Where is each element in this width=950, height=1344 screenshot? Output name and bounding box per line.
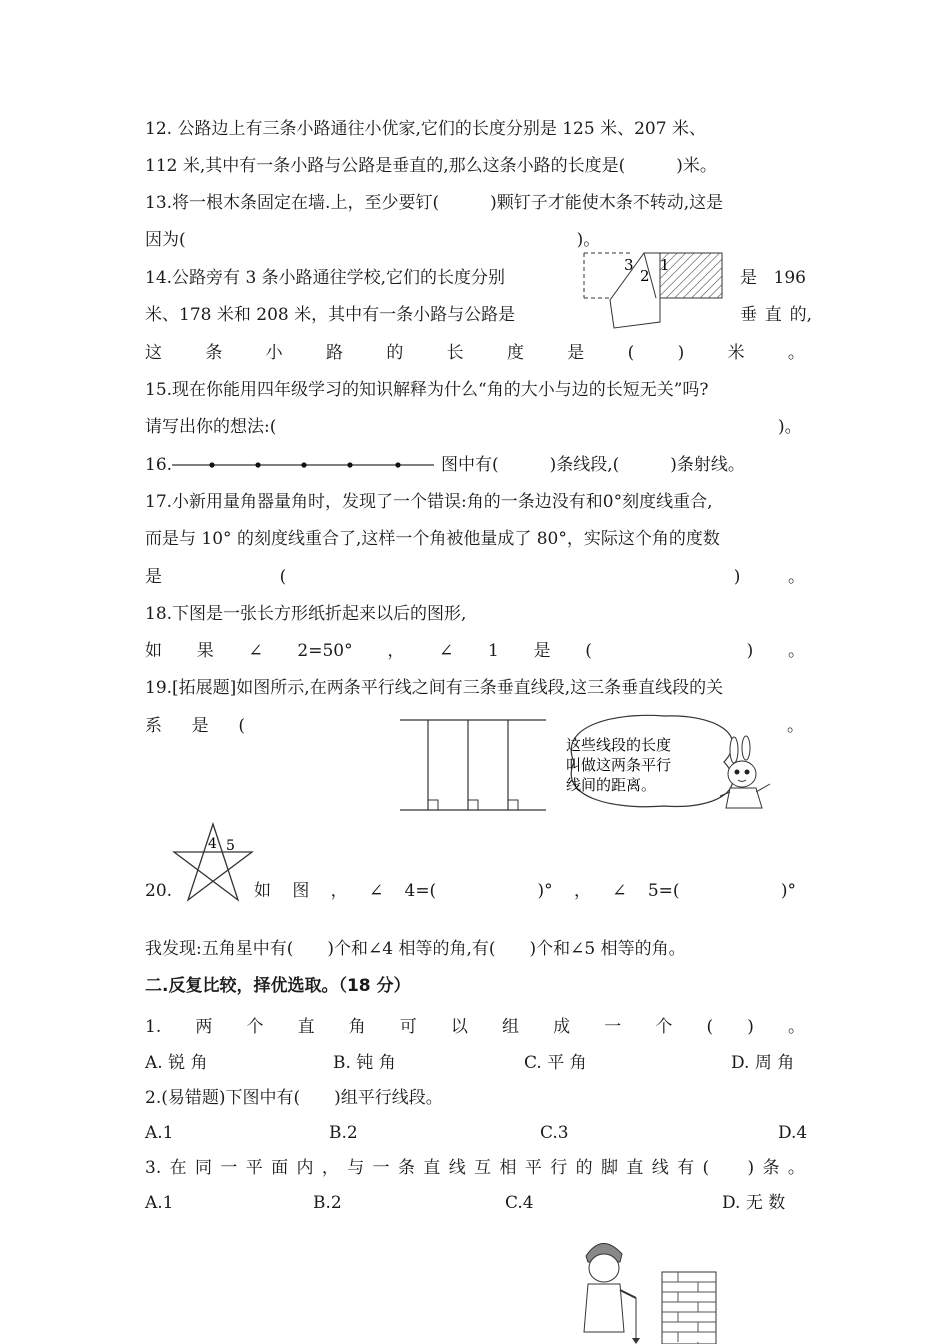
- q20-word: 如: [254, 881, 271, 901]
- q14-word: 的: [386, 343, 404, 363]
- q14-line3: [145, 342, 805, 364]
- point: [395, 462, 400, 467]
- q14-word: 小: [265, 343, 283, 363]
- q14-word: 米: [727, 343, 745, 363]
- s2-q1-word: 成: [553, 1017, 571, 1037]
- q18-word: ): [746, 641, 754, 661]
- s2-q1-option-b[interactable]: B. 钝 角: [333, 1053, 396, 1073]
- q14-line1-left: 14.公路旁有 3 条小路通往学校,它们的长度分别: [145, 268, 506, 288]
- s2-q3-word: 行: [550, 1158, 568, 1178]
- s2-q2-option-c[interactable]: C.3: [540, 1123, 569, 1143]
- q18-word: ，: [387, 641, 405, 661]
- s2-q3-word: 平: [524, 1158, 542, 1178]
- s2-q3-word: 直: [423, 1158, 441, 1178]
- rabbit-eye: [745, 770, 750, 775]
- s2-q3-word: 一: [372, 1158, 390, 1178]
- rabbit-head: [728, 761, 756, 787]
- q14-word: 是: [740, 268, 757, 288]
- q18-word: 。: [788, 641, 805, 661]
- q15-line1: 15.现在你能用四年级学习的知识解释为什么“角的大小与边的长短无关”吗?: [145, 380, 709, 400]
- s2-q3-word: (: [702, 1158, 710, 1178]
- s2-q3-option-d[interactable]: D. 无 数: [722, 1193, 786, 1213]
- q18-word: 如: [145, 641, 162, 661]
- s2-q3-word: 线: [448, 1158, 466, 1178]
- q14-word: 的,: [789, 305, 812, 325]
- s2-q1-word: 一: [604, 1017, 622, 1037]
- brick-wall: [662, 1272, 716, 1344]
- q17-line3: [145, 566, 805, 588]
- q14-line2-left: 米、178 米和 208 米，其中有一条小路与公路是: [145, 305, 516, 325]
- star-label-4: 4: [208, 836, 217, 852]
- point: [255, 462, 260, 467]
- q20-word: )°: [780, 881, 796, 901]
- q17-line2: 而是与 10° 的刻度线重合了,这样一个角被他量成了 80°，实际这个角的度数: [145, 529, 720, 549]
- s2-q3-option-c[interactable]: C.4: [505, 1193, 534, 1213]
- rabbit-mascot-icon: [722, 736, 782, 814]
- q14-word: 。: [787, 343, 805, 363]
- q20-line2: 我发现:五角星中有( )个和∠4 相等的角,有( )个和∠5 相等的角。: [145, 939, 686, 959]
- s2-q3-word: 脚: [600, 1158, 618, 1178]
- five-point-star-figure: [172, 822, 258, 904]
- q18-word: 果: [196, 641, 214, 661]
- q14-word: (: [627, 343, 635, 363]
- q20-word: )°: [537, 881, 553, 901]
- s2-q3-word: 在: [169, 1158, 187, 1178]
- q18-word: ∠: [439, 641, 454, 661]
- s2-q1-word: 。: [787, 1017, 805, 1037]
- q15-line2-right: )。: [778, 417, 802, 437]
- s2-q3-word: 平: [245, 1158, 263, 1178]
- q17-line1: 17.小新用量角器量角时，发现了一个错误:角的一条边没有和0°刻度线重合,: [145, 492, 713, 512]
- wall-outline: [662, 1272, 716, 1344]
- q20-word: ∠: [612, 881, 627, 901]
- s2-q1-stem: [145, 1016, 805, 1038]
- s2-q3-word: 条: [762, 1158, 780, 1178]
- q19-line2-left: [145, 715, 245, 737]
- s2-q1-word: 组: [502, 1017, 519, 1037]
- s2-q3-word: 相: [499, 1158, 517, 1178]
- q13-line1: 13.将一根木条固定在墙.上，至少要钉( )颗钉子才能使木条不转动,这是: [145, 193, 724, 213]
- s2-q3-word: 直: [626, 1158, 644, 1178]
- q16-text: 图中有( )条线段,( )条射线。: [441, 455, 745, 475]
- s2-q1-word: 以: [450, 1017, 468, 1037]
- s2-q1-word: 角: [348, 1017, 366, 1037]
- q14-word: 条: [205, 343, 223, 363]
- point: [209, 462, 214, 467]
- section2-title: 二.反复比较，择优选取。（18 分）: [145, 976, 411, 996]
- child-head: [589, 1254, 619, 1282]
- q14-word: 直: [764, 305, 782, 325]
- s2-q3-word: 条: [397, 1158, 415, 1178]
- s2-q2-option-a[interactable]: A.1: [145, 1123, 174, 1143]
- q14-word: 这: [145, 343, 162, 363]
- q15-line2-left: 请写出你的想法:(: [145, 417, 277, 437]
- s2-q1-word: 个: [246, 1017, 264, 1037]
- q17-word: 。: [787, 567, 805, 587]
- s2-q1-word: 可: [399, 1017, 417, 1037]
- rabbit-ear: [730, 737, 738, 763]
- bubble-text-line: 线间的距离。: [566, 776, 657, 794]
- q18-word: ∠: [248, 641, 263, 661]
- q12-line2: 112 米,其中有一条小路与公路是垂直的,那么这条小路的长度是( )米。: [145, 156, 717, 176]
- q12-line1: 12. 公路边上有三条小路通往小优家,它们的长度分别是 125 米、207 米、: [145, 119, 706, 139]
- q20-word: ∠: [368, 881, 384, 901]
- s2-q3-word: 一: [220, 1158, 238, 1178]
- s2-q3-word: ，: [321, 1158, 339, 1178]
- q14-word: 长: [446, 343, 464, 363]
- rabbit-ear: [742, 736, 750, 760]
- s2-q3-word: 线: [651, 1158, 669, 1178]
- s2-q3-word: 同: [194, 1158, 212, 1178]
- plumb-bob: [632, 1338, 640, 1344]
- rabbit-body: [726, 788, 762, 808]
- s2-q1-word: 1.: [145, 1017, 162, 1037]
- s2-q3-word: 有: [677, 1158, 695, 1178]
- s2-q3-word: 互: [474, 1158, 492, 1178]
- s2-q1-word: (: [706, 1017, 714, 1037]
- s2-q3-word: 的: [575, 1158, 593, 1178]
- q14-line1-right: [740, 267, 806, 289]
- s2-q2-option-d[interactable]: D.4: [778, 1123, 808, 1143]
- q20-word: 5=(: [647, 881, 680, 901]
- s2-q3-word: 内: [296, 1158, 314, 1178]
- s2-q3-word: 。: [787, 1158, 805, 1178]
- s2-q3-word: 3.: [145, 1158, 162, 1178]
- q20-prefix: 20.: [145, 881, 173, 901]
- q19-line2-right: 。: [787, 716, 804, 736]
- bubble-text-line: 这些线段的长度: [566, 736, 672, 754]
- star-label-5: 5: [226, 838, 235, 854]
- s2-q3-option-b[interactable]: B.2: [313, 1193, 342, 1213]
- q18-line2: [145, 640, 805, 662]
- q17-word: (: [279, 567, 287, 587]
- s2-q3-word: 与: [347, 1158, 365, 1178]
- right-angle-mark: [468, 800, 478, 810]
- q14-line2-right: [740, 304, 812, 326]
- s2-q3-stem: [145, 1157, 805, 1179]
- q14-word: 是: [567, 343, 585, 363]
- s2-q1-word: 直: [297, 1017, 315, 1037]
- q19-line1: 19.[拓展题]如图所示,在两条平行线之间有三条垂直线段,这三条垂直线段的关: [145, 678, 724, 698]
- s2-q1-option-d[interactable]: D. 周 角: [731, 1053, 795, 1073]
- q13-line2: 因为( )。: [145, 230, 601, 250]
- q16-prefix: 16.: [145, 455, 173, 475]
- rabbit-arm: [756, 784, 770, 792]
- s2-q1-option-a[interactable]: A. 锐 角: [145, 1053, 208, 1073]
- child-body: [584, 1284, 624, 1332]
- q14-word: 度: [506, 343, 524, 363]
- folded-flap: [610, 253, 660, 328]
- q20-line1: [254, 880, 796, 902]
- q18-word: 2=50°: [297, 641, 353, 661]
- s2-q1-word: 两: [195, 1017, 213, 1037]
- q14-word: 196: [773, 268, 806, 288]
- q19-word: 系: [145, 716, 162, 736]
- q18-word: 是: [533, 641, 551, 661]
- q18-word: (: [585, 641, 592, 661]
- q20-word: ，: [330, 881, 348, 901]
- q17-word: 是: [145, 567, 162, 587]
- q14-word: 路: [325, 343, 343, 363]
- dotted-line-figure: [172, 458, 438, 472]
- q19-word: (: [238, 716, 245, 736]
- child-arm: [620, 1290, 636, 1298]
- s2-q2-option-b[interactable]: B.2: [329, 1123, 358, 1143]
- s2-q3-word: ): [747, 1158, 755, 1178]
- q14-word: 垂: [740, 305, 757, 325]
- q20-word: ，: [573, 881, 591, 901]
- rabbit-eye: [735, 770, 740, 775]
- s2-q3-option-a[interactable]: A.1: [145, 1193, 174, 1213]
- point: [347, 462, 352, 467]
- q20-word: 4=(: [404, 881, 437, 901]
- fig-label-1: 1: [660, 256, 670, 274]
- point: [301, 462, 306, 467]
- s2-q2-stem: 2.(易错题)下图中有( )组平行线段。: [145, 1088, 443, 1108]
- child-plumb-line-illustration: [574, 1232, 720, 1344]
- q19-word: 是: [191, 716, 209, 736]
- right-angle-mark: [508, 800, 518, 810]
- bubble-text-line: 叫做这两条平行: [566, 756, 672, 774]
- q20-word: 图: [292, 881, 310, 901]
- s2-q1-word: ): [747, 1017, 754, 1037]
- parallel-lines-figure: [400, 712, 550, 816]
- folded-paper-figure: [580, 248, 730, 334]
- s2-q3-word: 面: [271, 1158, 289, 1178]
- q14-word: ): [677, 343, 685, 363]
- s2-q1-word: 个: [655, 1017, 673, 1037]
- q17-word: ): [733, 567, 741, 587]
- right-angle-mark: [428, 800, 438, 810]
- fig-label-2: 2: [640, 267, 650, 285]
- q18-word: 1: [488, 641, 499, 661]
- fig-label-3: 3: [624, 256, 634, 274]
- s2-q1-option-c[interactable]: C. 平 角: [524, 1053, 587, 1073]
- q18-line1: 18.下图是一张长方形纸折起来以后的图形,: [145, 604, 467, 624]
